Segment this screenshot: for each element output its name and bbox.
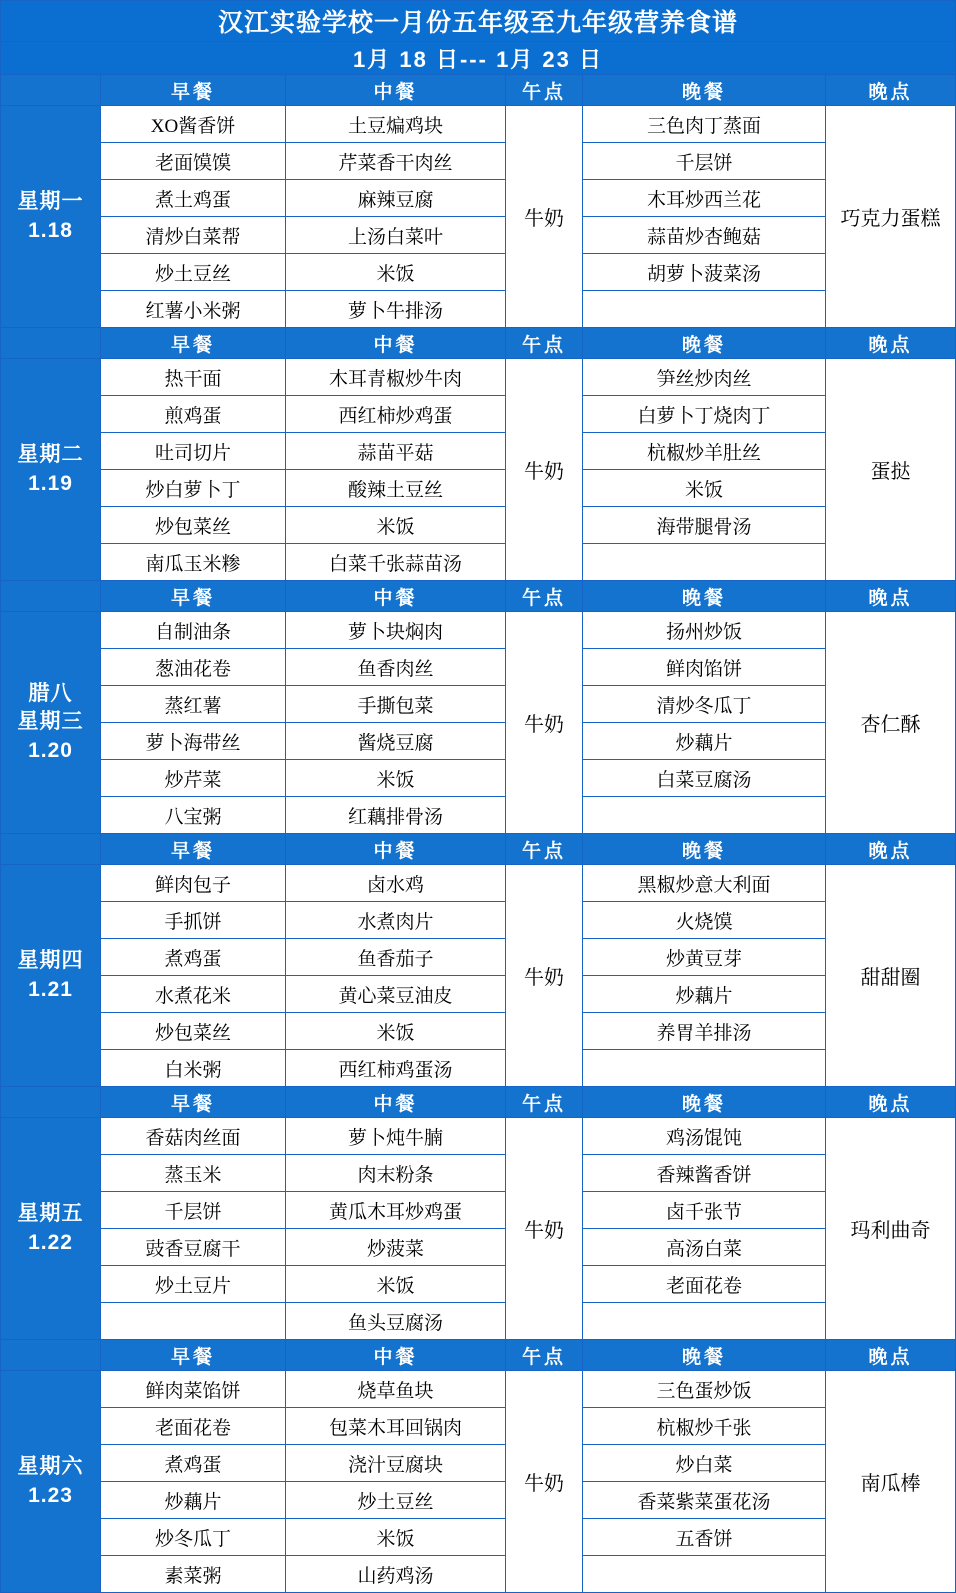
column-header-4: 晚餐: [583, 1087, 826, 1118]
dinner-item: 三色蛋炒饭: [583, 1371, 826, 1408]
menu-row: [1, 106, 956, 143]
menu-row: [1, 359, 956, 396]
column-header-3: 午点: [506, 328, 583, 359]
lunch-item: 炒菠菜: [286, 1229, 506, 1266]
column-header-2: 中餐: [286, 834, 506, 865]
dinner-item: 火烧馍: [583, 902, 826, 939]
breakfast-item: 千层饼: [101, 1192, 286, 1229]
lunch-item: 芹菜香干肉丝: [286, 143, 506, 180]
day-label-line: 1.23: [28, 1483, 73, 1507]
lunch-item: 红藕排骨汤: [286, 797, 506, 834]
dinner-item: 老面花卷: [583, 1266, 826, 1303]
dinner-item: 高汤白菜: [583, 1229, 826, 1266]
menu-row: [1, 1371, 956, 1408]
day-header-row: [1, 328, 956, 359]
lunch-item: 鱼头豆腐汤: [286, 1303, 506, 1340]
column-header-4: 晚餐: [583, 834, 826, 865]
menu-row: [1, 612, 956, 649]
dinner-item: 笋丝炒肉丝: [583, 359, 826, 396]
menu-row: [1, 1013, 956, 1050]
column-header-2: 中餐: [286, 75, 506, 106]
dinner-item: 白萝卜丁烧肉丁: [583, 396, 826, 433]
breakfast-item: 炒白萝卜丁: [101, 470, 286, 507]
day-header-spacer: [1, 328, 101, 359]
menu-row: [1, 396, 956, 433]
column-header-2: 中餐: [286, 581, 506, 612]
breakfast-item: 红薯小米粥: [101, 291, 286, 328]
day-label-line: 星期五: [17, 1202, 84, 1226]
column-header-5: 晚点: [826, 75, 956, 106]
menu-row: [1, 544, 956, 581]
afternoon-snack: 牛奶: [506, 359, 583, 581]
column-header-5: 晚点: [826, 328, 956, 359]
dinner-item: 扬州炒饭: [583, 612, 826, 649]
column-header-4: 晚餐: [583, 581, 826, 612]
lunch-item: 米饭: [286, 1266, 506, 1303]
breakfast-item: [101, 1303, 286, 1340]
breakfast-item: 鲜肉菜馅饼: [101, 1371, 286, 1408]
lunch-item: 蒜苗平菇: [286, 433, 506, 470]
dinner-item: 鲜肉馅饼: [583, 649, 826, 686]
column-header-5: 晚点: [826, 834, 956, 865]
day-header-spacer: [1, 581, 101, 612]
breakfast-item: 炒冬瓜丁: [101, 1519, 286, 1556]
dinner-item: 杭椒炒羊肚丝: [583, 433, 826, 470]
dinner-item: [583, 1556, 826, 1593]
evening-snack: 甜甜圈: [826, 865, 956, 1087]
dinner-item: [583, 291, 826, 328]
day-label: [1, 359, 101, 581]
breakfast-item: 鲜肉包子: [101, 865, 286, 902]
day-header-row: [1, 1087, 956, 1118]
column-header-3: 午点: [506, 75, 583, 106]
page-title: 汉江实验学校一月份五年级至九年级营养食谱: [1, 1, 956, 42]
menu-row: [1, 180, 956, 217]
day-label-line: 1.20: [28, 738, 73, 762]
dinner-item: 炒藕片: [583, 976, 826, 1013]
breakfast-item: 白米粥: [101, 1050, 286, 1087]
dinner-item: [583, 1050, 826, 1087]
column-header-3: 午点: [506, 834, 583, 865]
breakfast-item: 萝卜海带丝: [101, 723, 286, 760]
breakfast-item: 炒包菜丝: [101, 1013, 286, 1050]
dinner-item: 炒黄豆芽: [583, 939, 826, 976]
lunch-item: 炒土豆丝: [286, 1482, 506, 1519]
menu-row: [1, 686, 956, 723]
column-header-1: 早餐: [101, 834, 286, 865]
column-header-1: 早餐: [101, 328, 286, 359]
breakfast-item: 豉香豆腐干: [101, 1229, 286, 1266]
lunch-item: 萝卜牛排汤: [286, 291, 506, 328]
dinner-item: 炒藕片: [583, 723, 826, 760]
breakfast-item: 南瓜玉米糁: [101, 544, 286, 581]
column-header-5: 晚点: [826, 581, 956, 612]
afternoon-snack: 牛奶: [506, 106, 583, 328]
lunch-item: 萝卜炖牛腩: [286, 1118, 506, 1155]
breakfast-item: 蒸红薯: [101, 686, 286, 723]
day-header-spacer: [1, 1087, 101, 1118]
menu-row: [1, 507, 956, 544]
column-header-2: 中餐: [286, 1087, 506, 1118]
menu-row: [1, 254, 956, 291]
column-header-4: 晚餐: [583, 75, 826, 106]
menu-row: [1, 1229, 956, 1266]
breakfast-item: 水煮花米: [101, 976, 286, 1013]
column-header-5: 晚点: [826, 1087, 956, 1118]
column-header-1: 早餐: [101, 1087, 286, 1118]
evening-snack: 巧克力蛋糕: [826, 106, 956, 328]
day-label-line: 腊八: [28, 681, 73, 705]
day-header-spacer: [1, 834, 101, 865]
breakfast-item: 煎鸡蛋: [101, 396, 286, 433]
column-header-3: 午点: [506, 1340, 583, 1371]
menu-row: [1, 723, 956, 760]
breakfast-item: 煮鸡蛋: [101, 939, 286, 976]
breakfast-item: 八宝粥: [101, 797, 286, 834]
breakfast-item: 素菜粥: [101, 1556, 286, 1593]
breakfast-item: 手抓饼: [101, 902, 286, 939]
lunch-item: 酱烧豆腐: [286, 723, 506, 760]
column-header-1: 早餐: [101, 75, 286, 106]
lunch-item: 萝卜块焖肉: [286, 612, 506, 649]
menu-row: [1, 217, 956, 254]
breakfast-item: 炒土豆丝: [101, 254, 286, 291]
lunch-item: 米饭: [286, 1519, 506, 1556]
lunch-item: 木耳青椒炒牛肉: [286, 359, 506, 396]
dinner-item: [583, 544, 826, 581]
dinner-item: 鸡汤馄饨: [583, 1118, 826, 1155]
day-label: [1, 612, 101, 834]
column-header-4: 晚餐: [583, 1340, 826, 1371]
breakfast-item: 吐司切片: [101, 433, 286, 470]
menu-row: [1, 1303, 956, 1340]
dinner-item: 海带腿骨汤: [583, 507, 826, 544]
breakfast-item: 老面花卷: [101, 1408, 286, 1445]
lunch-item: 酸辣土豆丝: [286, 470, 506, 507]
breakfast-item: 老面馍馍: [101, 143, 286, 180]
dinner-item: 杭椒炒千张: [583, 1408, 826, 1445]
dinner-item: 米饭: [583, 470, 826, 507]
title-row: [1, 1, 956, 42]
lunch-item: 白菜千张蒜苗汤: [286, 544, 506, 581]
menu-row: [1, 797, 956, 834]
afternoon-snack: 牛奶: [506, 1118, 583, 1340]
lunch-item: 米饭: [286, 760, 506, 797]
dinner-item: 五香饼: [583, 1519, 826, 1556]
dinner-item: 白菜豆腐汤: [583, 760, 826, 797]
breakfast-item: 炒土豆片: [101, 1266, 286, 1303]
evening-snack: 杏仁酥: [826, 612, 956, 834]
breakfast-item: 葱油花卷: [101, 649, 286, 686]
dinner-item: 木耳炒西兰花: [583, 180, 826, 217]
dinner-item: 三色肉丁蒸面: [583, 106, 826, 143]
dinner-item: [583, 1303, 826, 1340]
menu-row: [1, 1556, 956, 1593]
day-header-spacer: [1, 75, 101, 106]
menu-row: [1, 760, 956, 797]
day-header-row: [1, 834, 956, 865]
lunch-item: 黄瓜木耳炒鸡蛋: [286, 1192, 506, 1229]
column-header-4: 晚餐: [583, 328, 826, 359]
day-label-line: 星期一: [17, 190, 84, 214]
lunch-item: 水煮肉片: [286, 902, 506, 939]
day-label: [1, 865, 101, 1087]
dinner-item: 蒜苗炒杏鲍菇: [583, 217, 826, 254]
lunch-item: 肉末粉条: [286, 1155, 506, 1192]
day-label: [1, 106, 101, 328]
menu-row: [1, 865, 956, 902]
evening-snack: 玛利曲奇: [826, 1118, 956, 1340]
afternoon-snack: 牛奶: [506, 1371, 583, 1593]
breakfast-item: 自制油条: [101, 612, 286, 649]
lunch-item: 米饭: [286, 507, 506, 544]
lunch-item: 黄心菜豆油皮: [286, 976, 506, 1013]
lunch-item: 鱼香茄子: [286, 939, 506, 976]
lunch-item: 米饭: [286, 254, 506, 291]
menu-row: [1, 433, 956, 470]
lunch-item: 土豆煸鸡块: [286, 106, 506, 143]
day-label-line: 星期二: [17, 443, 84, 467]
menu-row: [1, 1482, 956, 1519]
breakfast-item: 香菇肉丝面: [101, 1118, 286, 1155]
breakfast-item: 清炒白菜帮: [101, 217, 286, 254]
column-header-3: 午点: [506, 1087, 583, 1118]
dinner-item: 香菜紫菜蛋花汤: [583, 1482, 826, 1519]
date-range: 1月 18 日--- 1月 23 日: [1, 42, 956, 75]
dinner-item: 清炒冬瓜丁: [583, 686, 826, 723]
menu-row: [1, 1192, 956, 1229]
day-label: [1, 1118, 101, 1340]
subtitle-row: [1, 42, 956, 75]
day-header-spacer: [1, 1340, 101, 1371]
column-header-1: 早餐: [101, 581, 286, 612]
day-label-line: 星期四: [17, 949, 84, 973]
lunch-item: 鱼香肉丝: [286, 649, 506, 686]
breakfast-item: 炒包菜丝: [101, 507, 286, 544]
menu-row: [1, 649, 956, 686]
dinner-item: 千层饼: [583, 143, 826, 180]
menu-row: [1, 1118, 956, 1155]
day-label-line: 1.21: [28, 977, 73, 1001]
lunch-item: 麻辣豆腐: [286, 180, 506, 217]
column-header-5: 晚点: [826, 1340, 956, 1371]
lunch-item: 西红柿鸡蛋汤: [286, 1050, 506, 1087]
lunch-item: 手撕包菜: [286, 686, 506, 723]
day-label-line: 1.19: [28, 471, 73, 495]
menu-row: [1, 470, 956, 507]
day-label-line: 星期六: [17, 1455, 84, 1479]
menu-row: [1, 291, 956, 328]
menu-row: [1, 939, 956, 976]
day-label: [1, 1371, 101, 1593]
menu-row: [1, 1519, 956, 1556]
lunch-item: 包菜木耳回锅肉: [286, 1408, 506, 1445]
lunch-item: 山药鸡汤: [286, 1556, 506, 1593]
breakfast-item: 煮鸡蛋: [101, 1445, 286, 1482]
menu-row: [1, 976, 956, 1013]
breakfast-item: 蒸玉米: [101, 1155, 286, 1192]
dinner-item: 养胃羊排汤: [583, 1013, 826, 1050]
breakfast-item: 煮土鸡蛋: [101, 180, 286, 217]
lunch-item: 烧草鱼块: [286, 1371, 506, 1408]
lunch-item: 卤水鸡: [286, 865, 506, 902]
lunch-item: 米饭: [286, 1013, 506, 1050]
column-header-2: 中餐: [286, 328, 506, 359]
dinner-item: 胡萝卜菠菜汤: [583, 254, 826, 291]
day-label-line: 1.18: [28, 218, 73, 242]
menu-row: [1, 1050, 956, 1087]
dinner-item: 炒白菜: [583, 1445, 826, 1482]
menu-row: [1, 1408, 956, 1445]
menu-table-body: [1, 1, 956, 1593]
day-header-row: [1, 75, 956, 106]
column-header-2: 中餐: [286, 1340, 506, 1371]
afternoon-snack: 牛奶: [506, 612, 583, 834]
lunch-item: 浇汁豆腐块: [286, 1445, 506, 1482]
menu-row: [1, 1445, 956, 1482]
day-label-line: 星期三: [17, 710, 84, 734]
menu-row: [1, 143, 956, 180]
lunch-item: 西红柿炒鸡蛋: [286, 396, 506, 433]
menu-row: [1, 1155, 956, 1192]
dinner-item: [583, 797, 826, 834]
day-label-line: 1.22: [28, 1230, 73, 1254]
column-header-3: 午点: [506, 581, 583, 612]
dinner-item: 香辣酱香饼: [583, 1155, 826, 1192]
evening-snack: 南瓜棒: [826, 1371, 956, 1593]
dinner-item: 卤千张节: [583, 1192, 826, 1229]
menu-row: [1, 1266, 956, 1303]
day-header-row: [1, 581, 956, 612]
day-header-row: [1, 1340, 956, 1371]
breakfast-item: 炒藕片: [101, 1482, 286, 1519]
dinner-item: 黑椒炒意大利面: [583, 865, 826, 902]
breakfast-item: 热干面: [101, 359, 286, 396]
afternoon-snack: 牛奶: [506, 865, 583, 1087]
lunch-item: 上汤白菜叶: [286, 217, 506, 254]
menu-row: [1, 902, 956, 939]
column-header-1: 早餐: [101, 1340, 286, 1371]
breakfast-item: XO酱香饼: [101, 106, 286, 143]
evening-snack: 蛋挞: [826, 359, 956, 581]
breakfast-item: 炒芹菜: [101, 760, 286, 797]
